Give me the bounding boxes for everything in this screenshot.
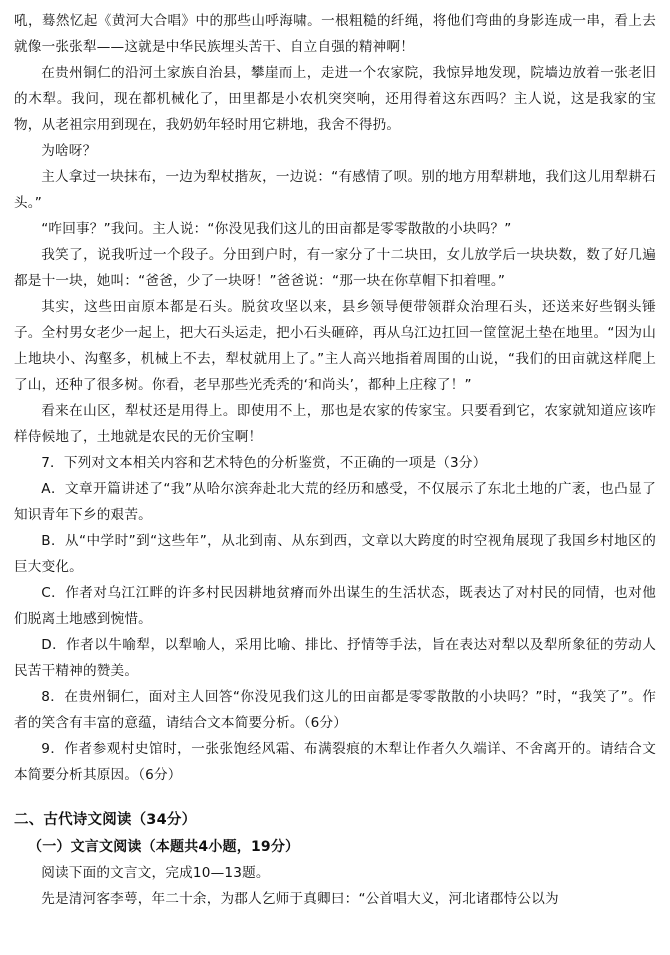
passage-paragraph: 其实，这些田亩原本都是石头。脱贫攻坚以来，县乡领导便带领群众治理石头，还送来好些钢头锤子。全村男女老少一起上，把大石头运走，把小石头砸碎，再从乌江边扛回一筐筐泥土垫在地里。“因为山上地块小、沟壑多，机械上不去，犁杖就用上了。”主人高兴地指着周围的山说，“我们的田亩就这样爬上了山，还种了很多树。你看，老早那些光秃秃的‘和尚头’，都种上庄稼了！” bbox=[14, 299, 656, 393]
passage-paragraph: 为啥呀？ bbox=[41, 143, 97, 159]
passage-paragraph: 在贵州铜仁的沿河土家族自治县，攀崖而上，走进一个农家院，我惊异地发现，院墙边放着一张老旧的木犁。我问，现在都机械化了，田里都是小农机突突响，还用得着这东西吗？主人说，这是我家的宝物，从老祖宗用到现在，我奶奶年轻时用它耕地，我舍不得扔。 bbox=[14, 65, 656, 133]
passage-paragraph: 吼，蓦然忆起《黄河大合唱》中的那些山呼海啸。一根粗糙的纤绳，将他们弯曲的身影连成一串，看上去就像一张张犁——这就是中华民族埋头苦干、自立自强的精神啊！ bbox=[14, 13, 656, 55]
option-d: D．作者以牛喻犁，以犁喻人，采用比喻、排比、抒情等手法，旨在表达对犁以及犁所象征的劳动人民苦干精神的赞美。 bbox=[14, 637, 656, 679]
question-stem: 7．下列对文本相关内容和艺术特色的分析鉴赏，不正确的一项是（3分） bbox=[41, 455, 487, 471]
passage-paragraph: 我笑了，说我听过一个段子。分田到户时，有一家分了十二块田，女儿放学后一块块数，数了好几遍都是十一块，她叫：“爸爸，少了一块呀！”爸爸说：“那一块在你草帽下扣着哩。” bbox=[14, 247, 656, 289]
reading-passage bbox=[14, 8, 656, 450]
question-7 bbox=[14, 450, 656, 684]
option-c: C．作者对乌江江畔的许多村民因耕地贫瘠而外出谋生的生活状态，既表达了对村民的同情，也对他们脱离土地感到惋惜。 bbox=[14, 585, 656, 627]
passage-paragraph: “咋回事？”我问。主人说：“你没见我们这儿的田亩都是零零散散的小块吗？” bbox=[41, 221, 512, 237]
section-title: 二、古代诗文阅读（34分） bbox=[14, 812, 197, 828]
option-b: B．从“中学时”到“这些年”，从北到南、从东到西，文章以大跨度的时空视角展现了我国乡村地区的巨大变化。 bbox=[14, 533, 656, 575]
passage-paragraph: 看来在山区，犁杖还是用得上。即使用不上，那也是农家的传家宝。只要看到它，农家就知道应该咋样侍候地了，土地就是农民的无价宝啊！ bbox=[14, 403, 656, 445]
option-a: A．文章开篇讲述了“我”从哈尔滨奔赴北大荒的经历和感受，不仅展示了东北土地的广袤，也凸显了知识青年下乡的艰苦。 bbox=[14, 481, 656, 523]
subsection-title: （一）文言文阅读（本题共4小题，19分） bbox=[28, 839, 300, 855]
classical-text: 先是清河客李萼，年二十余，为郡人乞师于真卿曰：“公首唱大义，河北诸郡恃公以为 bbox=[41, 891, 559, 907]
section-instruction: 阅读下面的文言文，完成10—13题。 bbox=[41, 865, 270, 881]
question-9: 9．作者参观村史馆时，一张张饱经风霜、布满裂痕的木犁让作者久久端详、不舍离开的。请结合文本简要分析其原因。（6分） bbox=[14, 741, 656, 783]
question-8: 8．在贵州铜仁，面对主人回答“你没见我们这儿的田亩都是零零散散的小块吗？”时，“我笑了”。作者的笑含有丰富的意蕴，请结合文本简要分析。（6分） bbox=[14, 689, 656, 731]
passage-paragraph: 主人拿过一块抹布，一边为犁杖揩灰，一边说：“有感情了呗。别的地方用犁耕地，我们这儿用犁耕石头。” bbox=[14, 169, 656, 211]
